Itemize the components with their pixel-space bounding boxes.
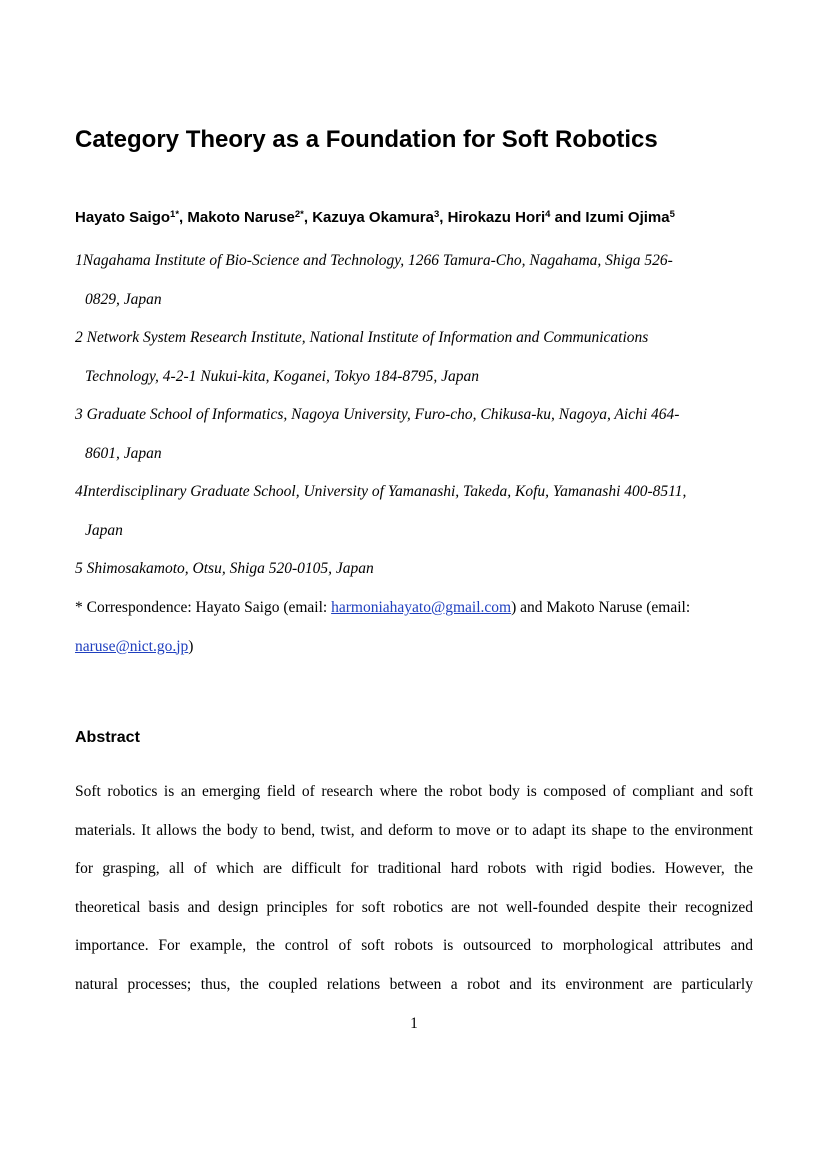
author-name: Hirokazu Hori	[447, 209, 546, 226]
author-name: Makoto Naruse	[187, 209, 295, 226]
correspondence-middle: ) and Makoto Naruse (email:	[511, 599, 691, 616]
author-name: Kazuya Okamura	[312, 209, 434, 226]
affiliation-5	[75, 550, 765, 589]
email-link-saigo[interactable]: harmoniahayato@gmail.com	[331, 599, 512, 616]
abstract-text	[75, 773, 753, 1004]
author-name: Hayato Saigo	[75, 209, 171, 226]
abstract-line: Soft robotics is an emerging field of research where the robot body is composed of compliant and soft	[75, 783, 753, 800]
affiliation-line: 5 Shimosakamoto, Otsu, Shiga 520-0105, Japan	[75, 560, 374, 577]
abstract-line: materials. It allows the body to bend, twist, and deform to move or to adapt its shape to the environment	[75, 821, 753, 839]
author-separator: ,	[303, 209, 313, 226]
affiliation-line: 4Interdisciplinary Graduate School, University of Yamanashi, Takeda, Kofu, Yamanashi 400-8511,	[75, 483, 687, 500]
affiliation-line: Technology, 4-2-1 Nukui-kita, Koganei, Tokyo 184-8795, Japan	[85, 367, 480, 385]
correspondence	[75, 589, 765, 666]
affiliation-line: 2 Network System Research Institute, National Institute of Information and Communications	[75, 329, 649, 346]
author-separator: and	[550, 209, 586, 226]
author-affiliation-mark: 3	[433, 208, 440, 220]
affiliation-line: 0829, Japan	[85, 290, 162, 308]
correspondence-prefix: * Correspondence: Hayato Saigo (email:	[75, 599, 332, 616]
affiliation-1	[75, 242, 765, 319]
author-affiliation-mark: 4	[545, 208, 551, 220]
affiliation-2	[75, 319, 765, 396]
author-separator: ,	[179, 209, 188, 226]
email-link-naruse[interactable]: naruse@nict.go.jp	[75, 637, 189, 655]
affiliation-4	[75, 473, 765, 550]
affiliation-line: 1Nagahama Institute of Bio-Science and Technology, 1266 Tamura-Cho, Nagahama, Shiga 526-	[75, 252, 673, 269]
author-list	[75, 207, 775, 229]
author-affiliation-mark: 1*	[170, 208, 180, 220]
author-separator: ,	[439, 209, 448, 226]
author-affiliation-mark: 5	[669, 208, 675, 220]
abstract-line: for grasping, all of which are difficult for traditional hard robots with rigid bodies. However, the	[75, 860, 753, 877]
affiliation-line: 8601, Japan	[85, 444, 162, 462]
correspondence-suffix: )	[188, 637, 194, 655]
page-number: 1	[410, 1015, 418, 1032]
abstract-line: importance. For example, the control of soft robots is outsourced to morphological attributes and	[75, 937, 753, 954]
abstract-line: natural processes; thus, the coupled relations between a robot and its environment are particularly	[75, 975, 753, 993]
author-name: Izumi Ojima	[585, 209, 670, 226]
abstract-heading: Abstract	[75, 729, 140, 746]
affiliation-line: 3 Graduate School of Informatics, Nagoya University, Furo-cho, Chikusa-ku, Nagoya, Aichi 464-	[75, 406, 680, 423]
affiliation-line: Japan	[85, 521, 123, 539]
affiliation-3	[75, 396, 765, 473]
paper-title: Category Theory as a Foundation for Soft Robotics	[75, 126, 658, 153]
author-affiliation-mark: 2*	[294, 208, 304, 220]
abstract-line: theoretical basis and design principles for soft robotics are not well-founded despite their recognized	[75, 898, 753, 916]
